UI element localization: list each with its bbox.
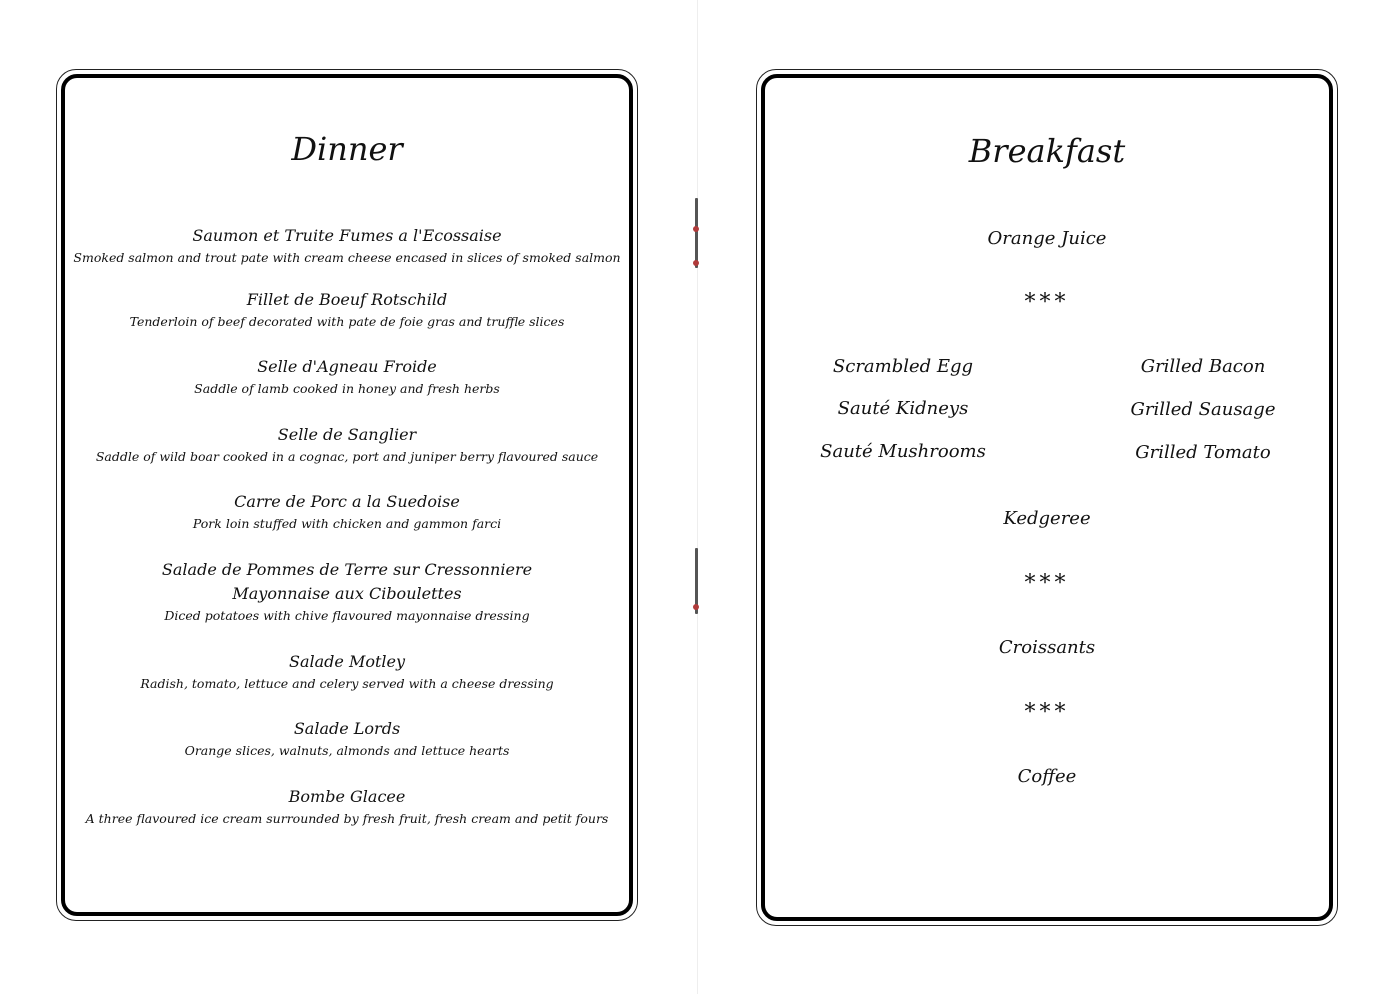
course-description: Saddle of lamb cooked in honey and fresh herbs bbox=[194, 381, 500, 396]
separator-asterisks: *** bbox=[1024, 571, 1070, 596]
dinner-course bbox=[65, 423, 629, 467]
dinner-course bbox=[65, 785, 629, 829]
dinner-course bbox=[65, 717, 629, 761]
dinner-title: Dinner bbox=[291, 130, 403, 168]
course-name: Selle d'Agneau Froide bbox=[257, 357, 437, 376]
breakfast-left-item: Sauté Kidneys bbox=[837, 398, 969, 419]
course-description: Radish, tomato, lettuce and celery served with a cheese dressing bbox=[140, 676, 554, 691]
course-description: Tenderloin of beef decorated with pate de foie gras and truffle slices bbox=[129, 314, 565, 329]
course-name: Salade Motley bbox=[288, 652, 406, 671]
binding-stitch-top bbox=[695, 198, 698, 268]
breakfast-left-item: Scrambled Egg bbox=[832, 356, 974, 377]
breakfast-kedgeree: Kedgeree bbox=[1003, 508, 1091, 529]
stitch-dot bbox=[693, 604, 699, 610]
course-description: A three flavoured ice cream surrounded by fresh fruit, fresh cream and petit fours bbox=[85, 811, 609, 826]
separator-asterisks: *** bbox=[1024, 700, 1070, 725]
course-name: Salade de Pommes de Terre sur Cressonniere bbox=[161, 560, 533, 579]
dinner-course bbox=[65, 355, 629, 399]
page-fold bbox=[697, 0, 698, 994]
course-name: Fillet de Boeuf Rotschild bbox=[246, 290, 448, 309]
course-name-line2: Mayonnaise aux Ciboulettes bbox=[232, 584, 462, 603]
course-description: Saddle of wild boar cooked in a cognac, port and juniper berry flavoured sauce bbox=[95, 449, 599, 464]
breakfast-coffee: Coffee bbox=[1017, 766, 1077, 787]
course-name: Salade Lords bbox=[293, 719, 401, 738]
dinner-course bbox=[65, 650, 629, 694]
breakfast-right-item: Grilled Sausage bbox=[1130, 399, 1276, 420]
dinner-course bbox=[65, 288, 629, 332]
course-name: Bombe Glacee bbox=[288, 787, 406, 806]
breakfast-croissants: Croissants bbox=[998, 637, 1096, 658]
dinner-course bbox=[65, 558, 629, 626]
breakfast-right-item: Grilled Bacon bbox=[1140, 356, 1266, 377]
breakfast-left-item: Sauté Mushrooms bbox=[820, 441, 986, 462]
dinner-course bbox=[65, 224, 629, 268]
stitch-dot bbox=[693, 226, 699, 232]
separator-asterisks: *** bbox=[1024, 290, 1070, 315]
breakfast-juice: Orange Juice bbox=[987, 228, 1107, 249]
course-description: Smoked salmon and trout pate with cream cheese encased in slices of smoked salmon bbox=[73, 250, 621, 265]
stitch-dot bbox=[693, 260, 699, 266]
course-name: Saumon et Truite Fumes a l'Ecossaise bbox=[192, 226, 502, 245]
breakfast-menu-card bbox=[761, 74, 1333, 921]
course-name: Carre de Porc a la Suedoise bbox=[234, 492, 460, 511]
course-description: Pork loin stuffed with chicken and gammon farci bbox=[192, 516, 502, 531]
course-description: Orange slices, walnuts, almonds and lettuce hearts bbox=[184, 743, 510, 758]
course-description: Diced potatoes with chive flavoured mayonnaise dressing bbox=[164, 608, 530, 623]
dinner-course bbox=[65, 490, 629, 534]
course-name: Selle de Sanglier bbox=[277, 425, 417, 444]
breakfast-title: Breakfast bbox=[968, 132, 1126, 170]
dinner-menu-card bbox=[61, 74, 633, 916]
breakfast-right-item: Grilled Tomato bbox=[1135, 442, 1271, 463]
